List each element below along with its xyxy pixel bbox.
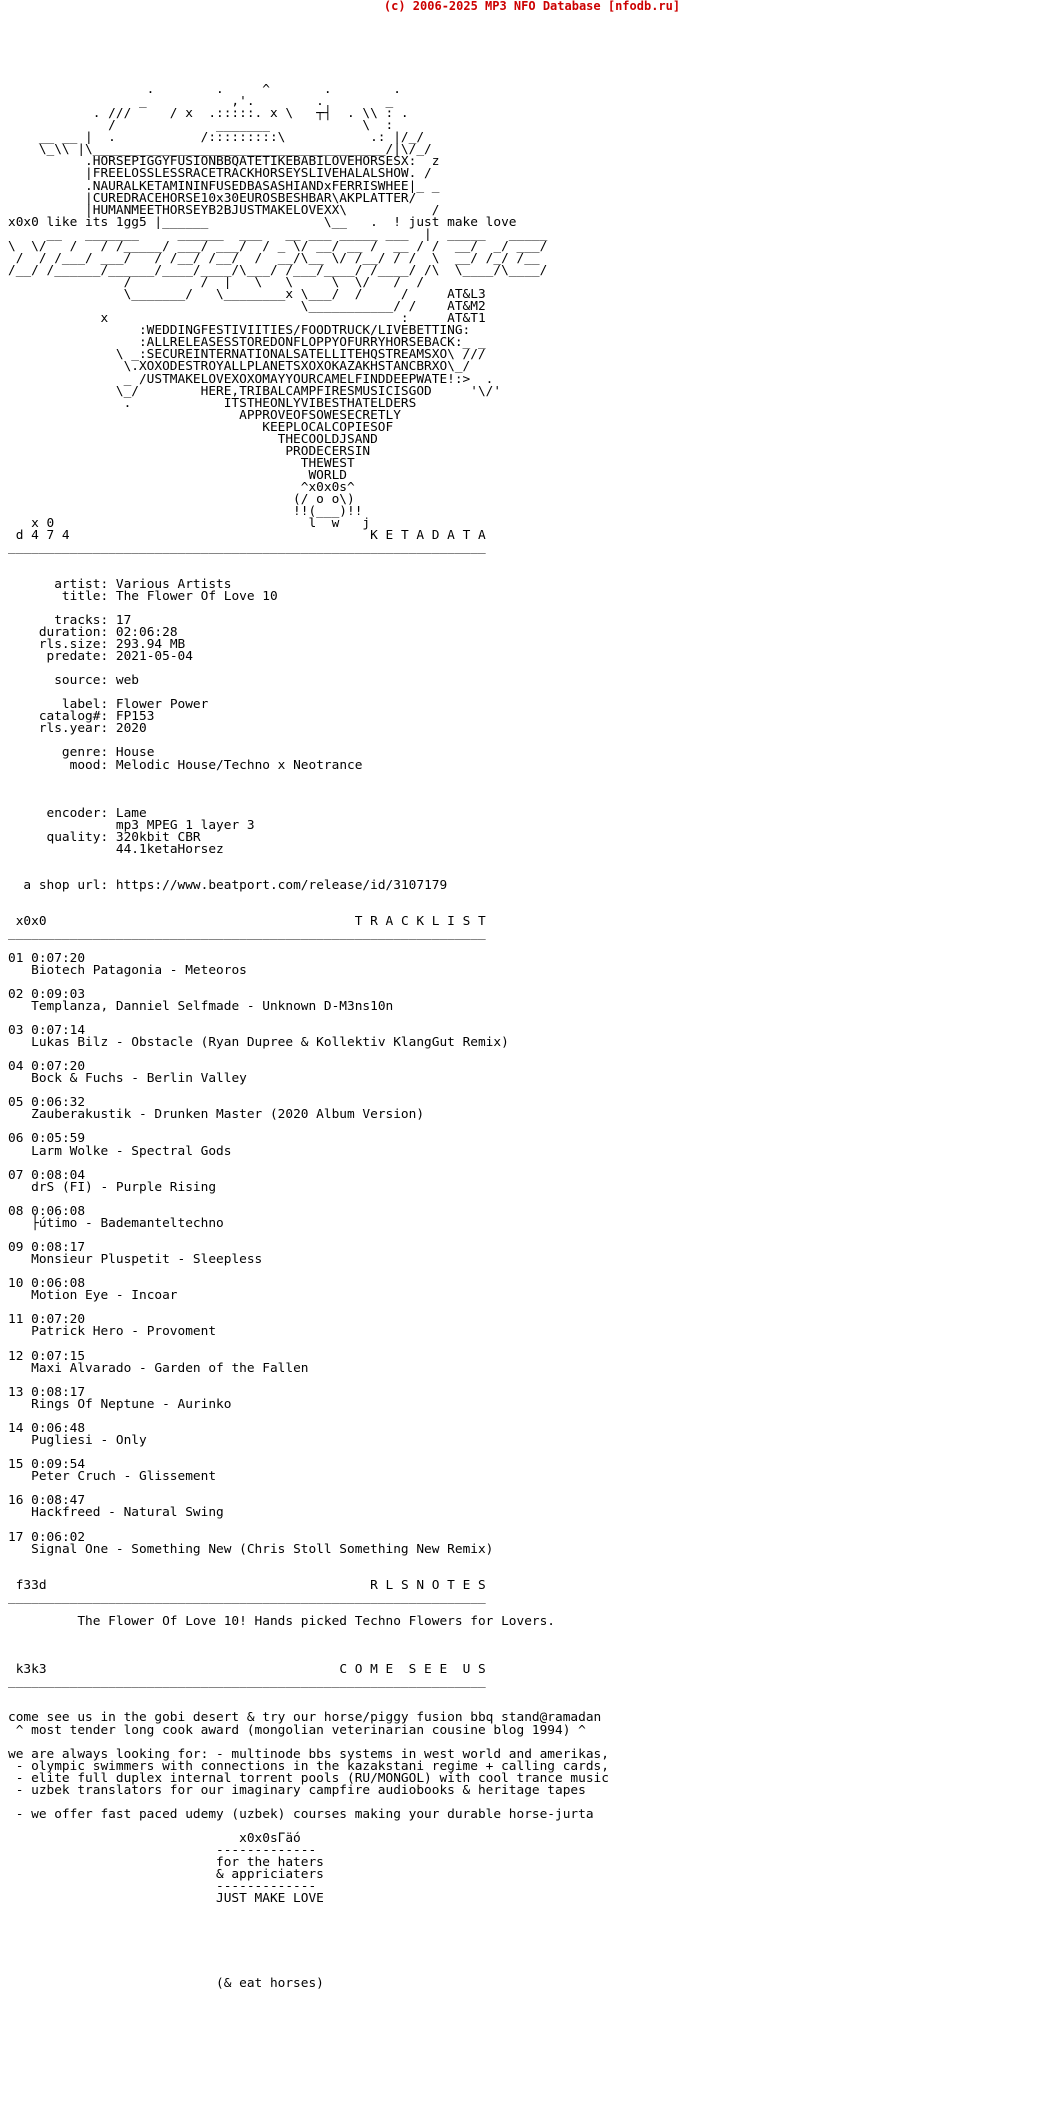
metadata-value: 02:06:28 bbox=[115, 624, 178, 640]
footer-line: ------------- bbox=[8, 1843, 317, 1859]
comesee-line: come see us in the gobi desert & try our horse/piggy fusion bbq stand@ramadan bbox=[8, 1710, 602, 1726]
metadata-label: a shop url: bbox=[8, 878, 109, 894]
comesee-line: - uzbek translators for our imaginary campfire audiobooks & heritage tapes bbox=[8, 1782, 586, 1798]
track-number: 12 bbox=[8, 1348, 24, 1364]
track-number: 11 bbox=[8, 1312, 24, 1328]
site-credit: (c) 2006-2025 MP3 NFO Database [nfodb.ru] bbox=[383, 0, 681, 13]
tracklist-section-title: T R A C K L I S T bbox=[354, 914, 486, 930]
track-duration: 0:05:59 bbox=[31, 1131, 86, 1147]
metadata-label: encoder: bbox=[8, 805, 109, 821]
track-number: 17 bbox=[8, 1529, 24, 1545]
footer-line: JUST MAKE LOVE bbox=[8, 1891, 324, 1907]
track-title: drS (FI) - Purple Rising bbox=[31, 1179, 217, 1195]
track-number: 02 bbox=[8, 986, 24, 1002]
track-title: Bock & Fuchs - Berlin Valley bbox=[31, 1071, 247, 1087]
metadata-label: predate: bbox=[8, 648, 109, 664]
track-duration: 0:09:54 bbox=[31, 1457, 86, 1473]
comesee-divider: ______________________________________________________________ bbox=[8, 1674, 486, 1690]
track-number: 09 bbox=[8, 1240, 24, 1255]
footer-line: & appriciaters bbox=[8, 1867, 324, 1883]
track-title: Monsieur Pluspetit - Sleepless bbox=[31, 1252, 263, 1268]
track-duration: 0:09:03 bbox=[31, 986, 86, 1002]
metadata-value: web bbox=[115, 673, 140, 689]
track-title: Larm Wolke - Spectral Gods bbox=[31, 1143, 232, 1159]
metadata-value: 2021-05-04 bbox=[115, 648, 193, 664]
metadata-section-title: K E T A D A T A bbox=[370, 528, 486, 544]
track-duration: 0:06:02 bbox=[31, 1529, 86, 1545]
metadata-label: rls.year: bbox=[8, 721, 109, 737]
track-title: ├útimo - Bademanteltechno bbox=[31, 1215, 224, 1231]
track-duration: 0:08:04 bbox=[31, 1167, 86, 1183]
track-title: Peter Cruch - Glissement bbox=[31, 1469, 217, 1485]
track-number: 05 bbox=[8, 1095, 24, 1111]
metadata-label: duration: bbox=[8, 624, 109, 640]
track-duration: 0:08:47 bbox=[31, 1493, 86, 1509]
track-duration: 0:07:20 bbox=[31, 950, 86, 966]
track-duration: 0:06:32 bbox=[31, 1095, 86, 1111]
track-number: 01 bbox=[8, 950, 24, 966]
release-notes-text: The Flower Of Love 10! Hands picked Techno Flowers for Lovers. bbox=[77, 1613, 556, 1629]
tracklist-tag-left: x0x0 bbox=[8, 914, 47, 930]
footer-line: (& eat horses) bbox=[8, 1975, 324, 1991]
metadata-value: mp3 MPEG 1 layer 3 bbox=[115, 817, 255, 833]
track-duration: 0:07:20 bbox=[31, 1312, 86, 1328]
rlsnotes-tag-left: f33d bbox=[8, 1577, 47, 1593]
metadata-value: 320kbit CBR bbox=[115, 829, 201, 845]
footer-line: x0x0sΓäó bbox=[8, 1831, 301, 1847]
metadata-value: 44.1ketaHorsez bbox=[115, 841, 224, 857]
track-duration: 0:07:20 bbox=[31, 1059, 86, 1075]
metadata-tag-left: d 4 7 4 bbox=[8, 528, 70, 544]
footer-line: ------------- bbox=[8, 1879, 317, 1895]
track-title: Lukas Bilz - Obstacle (Ryan Dupree & Kollektiv KlangGut Remix) bbox=[31, 1034, 509, 1050]
metadata-label: quality: bbox=[8, 829, 109, 845]
metadata-value: Flower Power bbox=[115, 697, 209, 713]
track-number: 16 bbox=[8, 1493, 24, 1509]
track-number: 07 bbox=[8, 1167, 24, 1183]
metadata-value: Melodic House/Techno x Neotrance bbox=[115, 757, 363, 773]
metadata-label: catalog#: bbox=[8, 709, 109, 725]
footer-line: for the haters bbox=[8, 1855, 324, 1871]
metadata-value: 17 bbox=[115, 612, 132, 628]
metadata-value: https://www.beatport.com/release/id/3107179 bbox=[115, 878, 448, 894]
track-title: Motion Eye - Incoar bbox=[31, 1288, 178, 1304]
track-number: 13 bbox=[8, 1384, 24, 1400]
track-duration: 0:08:17 bbox=[31, 1384, 86, 1400]
track-number: 06 bbox=[8, 1131, 24, 1147]
track-number: 03 bbox=[8, 1022, 24, 1038]
metadata-label: genre: bbox=[8, 745, 109, 761]
nfo-text bbox=[8, 84, 609, 1990]
track-duration: 0:06:08 bbox=[31, 1276, 86, 1292]
track-title: Rings Of Neptune - Aurinko bbox=[31, 1396, 232, 1412]
metadata-label: source: bbox=[8, 673, 109, 689]
track-number: 15 bbox=[8, 1457, 24, 1473]
rlsnotes-divider: ______________________________________________________________ bbox=[8, 1589, 486, 1605]
track-duration: 0:07:15 bbox=[31, 1348, 86, 1364]
comesee-section-title: C O M E S E E U S bbox=[339, 1662, 486, 1678]
track-number: 14 bbox=[8, 1420, 24, 1436]
metadata-label bbox=[8, 842, 108, 857]
track-title: Zauberakustik - Drunken Master (2020 Album Version) bbox=[31, 1107, 425, 1123]
track-duration: 0:08:17 bbox=[31, 1240, 86, 1255]
metadata-label: artist: bbox=[8, 576, 109, 592]
track-number: 04 bbox=[8, 1059, 24, 1075]
comesee-line: ^ most tender long cook award (mongolian veterinarian cousine blog 1994) ^ bbox=[8, 1722, 586, 1738]
comesee-line: - olympic swimmers with connections in the kazakstani regime + calling cards, bbox=[8, 1758, 609, 1774]
comesee-line: we are always looking for: - multinode bbs systems in west world and amerikas, bbox=[8, 1746, 609, 1762]
track-title: Pugliesi - Only bbox=[31, 1433, 147, 1448]
metadata-divider: ______________________________________________________________ bbox=[8, 540, 486, 556]
metadata-value: The Flower Of Love 10 bbox=[115, 588, 278, 604]
metadata-value: House bbox=[115, 745, 155, 761]
metadata-value: Lame bbox=[115, 805, 147, 821]
track-duration: 0:06:48 bbox=[31, 1420, 86, 1436]
track-duration: 0:07:14 bbox=[31, 1022, 86, 1038]
track-title: Hackfreed - Natural Swing bbox=[31, 1505, 224, 1521]
track-duration: 0:06:08 bbox=[31, 1203, 86, 1219]
track-title: Templanza, Danniel Selfmade - Unknown D-M3ns10n bbox=[31, 998, 394, 1014]
rlsnotes-section-title: R L S N O T E S bbox=[370, 1577, 486, 1593]
metadata-label: tracks: bbox=[8, 612, 109, 628]
track-number: 10 bbox=[8, 1276, 24, 1292]
metadata-label: mood: bbox=[8, 757, 109, 773]
comesee-line: - we offer fast paced udemy (uzbek) courses making your durable horse-jurta bbox=[8, 1806, 594, 1822]
comesee-tag-left: k3k3 bbox=[8, 1662, 47, 1678]
metadata-value: Various Artists bbox=[115, 576, 232, 592]
metadata-label: rls.size: bbox=[8, 636, 109, 652]
ascii-art-logo: . . ^ . . _ ,'. . _ . /// / x .:::::. x \ ┬┤ . \\ : . / _______ \ : __ __ | . /:::::::::\ .: |/_/ \_\\ |\______________________________________/|\/_/ .HORSEPIGGYFUSIONBBQATETIKEBABILOVEHORSESX: z |FREELOSSLESSRACETRACKHORSEYSLIVEHALALSHOW. / .NAURALKETAMININFUSEDBASASHIANDxFERRISWHEE|_ _ |CUREDRACEHORSE10x30EUROSBESHBAR\AKPLATTER/ |HUMANMEETHORSEYB2BJUSTMAKELOVEXX\ / x0x0 like its 1gg5 |______ \__ . ! just make love __ _______ ______ ___ __ ___ _____ ___ | _____ _____ \ \/ / / /_____/ ___/ ___/ / _ \/ __/ __ / __ / / __/ _/ ___/ / / /___/ ___/ / /__/ /__/ / __/\__ \/ /__/ / / \ __/ /_/ /__ /__/ /______/______/____/____/\___/ /___/____/ /____/ /\ \____/\____/ / / | \ \ \ \/ / / \_______/ \________x \___/ / / AT&L3 \___________/ / AT&M2 x : AT&T1 bbox=[8, 82, 548, 327]
track-title: Biotech Patagonia - Meteoros bbox=[31, 962, 247, 978]
track-title: Patrick Hero - Provoment bbox=[31, 1324, 217, 1340]
metadata-label: title: bbox=[8, 588, 109, 604]
track-title: Maxi Alvarado - Garden of the Fallen bbox=[31, 1360, 309, 1376]
tracklist-divider: ______________________________________________________________ bbox=[8, 926, 486, 942]
ascii-art-horse: :WEDDINGFESTIVIITIES/FOODTRUCK/LIVEBETTING: :ALLRELEASESSTOREDONFLOPPYOFURRYHORSEBACK:_ _ \ _:SECUREINTERNATIONALSATELLITEHQSTREAMSXO\ /// \.XOXODESTROYALLPLANETSXOXOKAZAKHSTANCBRXO\_/ _ /USTMAKELOVEXOXOMAYYOURCAMELFINDDEEPWATE!:> . \_/ HERE,TRIBALCAMPFIRESMUSICISGOD '\/' . ITSTHEONLYVIBESTHATELDERS APPROVEOFSOWESECRETLY KEEPLOCALCOPIESOF THECOOLDJSAND PRODECERSIN THEWEST WORLD ^x0x0s^ (/ o o\) !!(___)!! x 0 l w j bbox=[31, 323, 502, 532]
metadata-label: label: bbox=[8, 697, 109, 713]
metadata-value: FP153 bbox=[115, 709, 155, 725]
metadata-value: 293.94 MB bbox=[115, 636, 186, 652]
metadata-value: 2020 bbox=[115, 721, 147, 737]
track-number: 08 bbox=[8, 1203, 24, 1219]
comesee-line: - elite full duplex internal torrent pools (RU/MONGOL) with cool trance music bbox=[8, 1770, 609, 1786]
track-title: Signal One - Something New (Chris Stoll Something New Remix) bbox=[31, 1541, 494, 1557]
